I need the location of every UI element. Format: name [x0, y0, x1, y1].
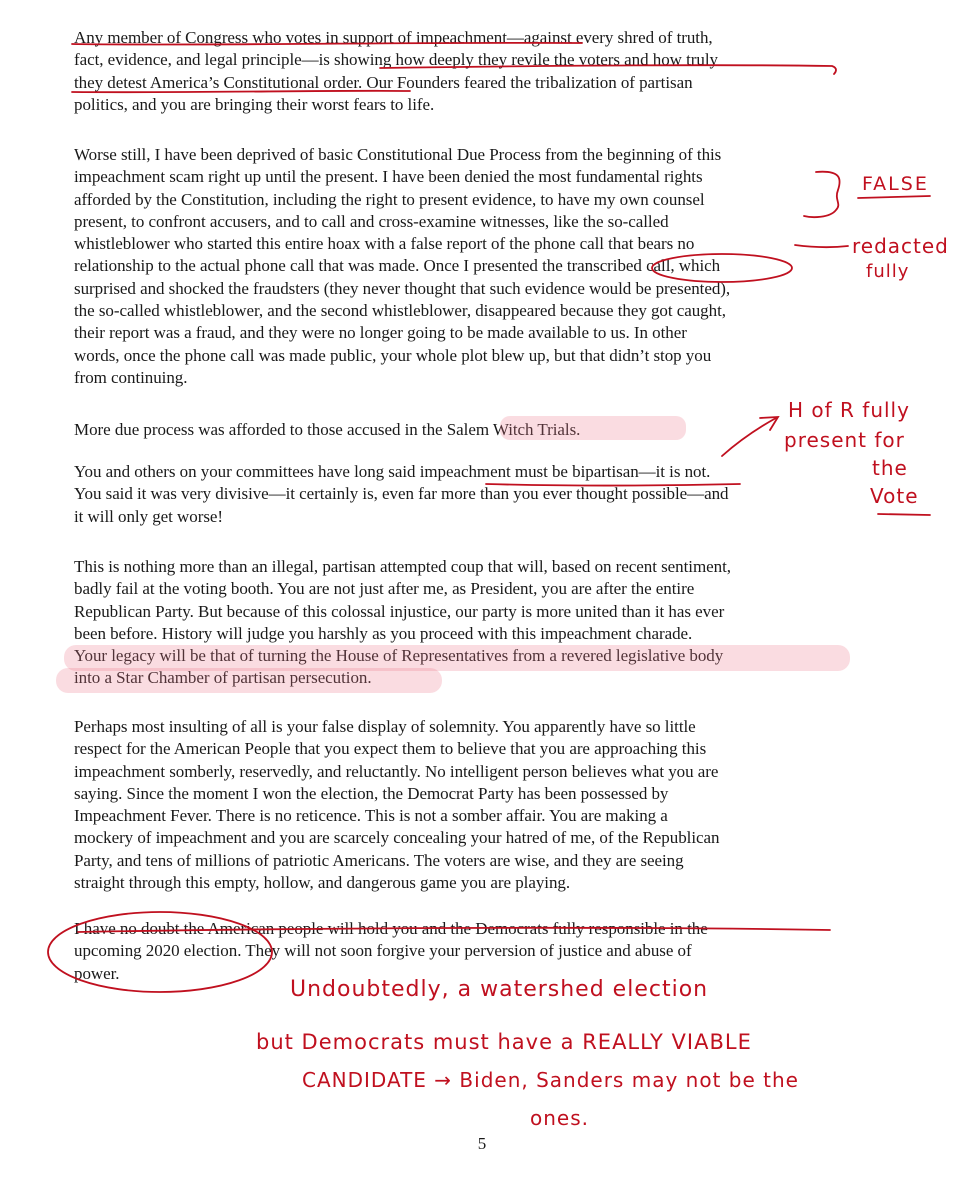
text-line: been before. History will judge you harshly as you proceed with this impeachment charade. [74, 623, 693, 643]
text-line: impeachment scam right up until the present. I have been denied the most fundamental rights [74, 167, 703, 187]
note-bottom-line4: ones. [530, 1106, 589, 1130]
note-fully: fully [866, 261, 910, 282]
paragraph-6 [74, 716, 854, 894]
text-line: fact, evidence, and legal principle—is showing how deeply they revile the voters and how truly [74, 50, 718, 70]
text-line: surprised and shocked the fraudsters (they never thought that such evidence would be presented), [74, 278, 731, 298]
text-line: Worse still, I have been deprived of basic Constitutional Due Process from the beginning of this [74, 145, 722, 164]
text-line: politics, and you are bringing their worst fears to life. [74, 94, 435, 114]
text-line: they detest America’s Constitutional order. Our Founders feared the tribalization of partisan [74, 72, 693, 92]
note-bottom-line2: but Democrats must have a REALLY VIABLE [256, 1030, 752, 1054]
text-line: into a Star Chamber of partisan persecution. [74, 668, 372, 688]
note-house-line2: present for [784, 428, 905, 452]
text-line: Your legacy will be that of turning the House of Representatives from a revered legislative body [74, 646, 724, 666]
text-line: Any member of Congress who votes in support of impeachment—against every shred of truth, [74, 28, 713, 47]
note-bottom-line1: Undoubtedly, a watershed election [290, 977, 709, 1002]
text-line: More due process was afforded to those accused in the Salem Witch Trials. [74, 420, 581, 439]
highlight-star-chamber [56, 668, 442, 693]
text-line: from continuing. [74, 367, 188, 387]
text-line: saying. Since the moment I won the election, the Democrat Party has been possessed by [74, 783, 669, 803]
text-line: words, once the phone call was made public, your whole plot blew up, but that didn’t stop you [74, 345, 712, 365]
note-false: FALSE [862, 173, 929, 195]
note-house-line1: H of R fully [788, 398, 910, 422]
paragraph-7 [74, 918, 854, 985]
text-line: Party, and tens of millions of patriotic Americans. The voters are wise, and they are seeing [74, 850, 684, 870]
highlight-salem [500, 416, 686, 440]
text-line: afforded by the Constitution, including the right to present evidence, to have my own counsel [74, 189, 705, 209]
text-line: You and others on your committees have long said impeachment must be bipartisan—it is not. [74, 462, 711, 481]
text-line: their report was a fraud, and they were no longer going to be made available to us. In other [74, 323, 687, 343]
text-line: I have no doubt the American people will hold you and the Democrats fully responsible in the [74, 919, 708, 938]
text-line: power. [74, 963, 120, 983]
note-house-line4: Vote [870, 484, 919, 508]
paragraph-2 [74, 144, 854, 389]
text-line: badly fail at the voting booth. You are not just after me, as President, you are after the entire [74, 579, 695, 599]
note-bottom-line3: CANDIDATE → Biden, Sanders may not be the [302, 1068, 799, 1092]
paragraph-4 [74, 461, 854, 528]
text-line: the so-called whistleblower, and the second whistleblower, disappeared because they got caught, [74, 301, 726, 321]
text-line: mockery of impeachment and you are scarcely concealing your hatred of me, of the Republican [74, 828, 720, 848]
text-line: You said it was very divisive—it certainly is, even far more than you ever thought possible—and [74, 484, 729, 504]
text-line: straight through this empty, hollow, and dangerous game you are playing. [74, 873, 571, 893]
text-line: it will only get worse! [74, 506, 223, 526]
text-line: Republican Party. But because of this colossal injustice, our party is more united than it has ever [74, 601, 725, 621]
text-line: This is nothing more than an illegal, partisan attempted coup that will, based on recent sentiment, [74, 557, 731, 576]
note-house-line3: the [872, 456, 908, 480]
underline-vote-note [878, 514, 930, 515]
text-line: whistleblower who started this entire hoax with a false report of the phone call that bears no [74, 234, 695, 254]
text-line: Perhaps most insulting of all is your false display of solemnity. You apparently have so little [74, 717, 696, 736]
text-line: Impeachment Fever. There is no reticence. This is not a somber affair. You are making a [74, 806, 668, 826]
text-line: upcoming 2020 election. They will not soon forgive your perversion of justice and abuse of [74, 941, 692, 961]
page-number: 5 [477, 1134, 487, 1153]
text-line: relationship to the actual phone call that was made. Once I presented the transcribed call, which [74, 256, 721, 276]
text-line: present, to confront accusers, and to call and cross-examine witnesses, like the so-called [74, 211, 669, 231]
text-line: respect for the American People that you expect them to believe that you are approaching this [74, 739, 707, 759]
note-redacted: redacted [852, 234, 949, 258]
underline-false-note [858, 196, 930, 198]
paragraph-1 [74, 27, 854, 116]
paragraph-3 [74, 419, 854, 441]
text-line: impeachment somberly, reservedly, and reluctantly. No intelligent person believes what you are [74, 761, 719, 781]
